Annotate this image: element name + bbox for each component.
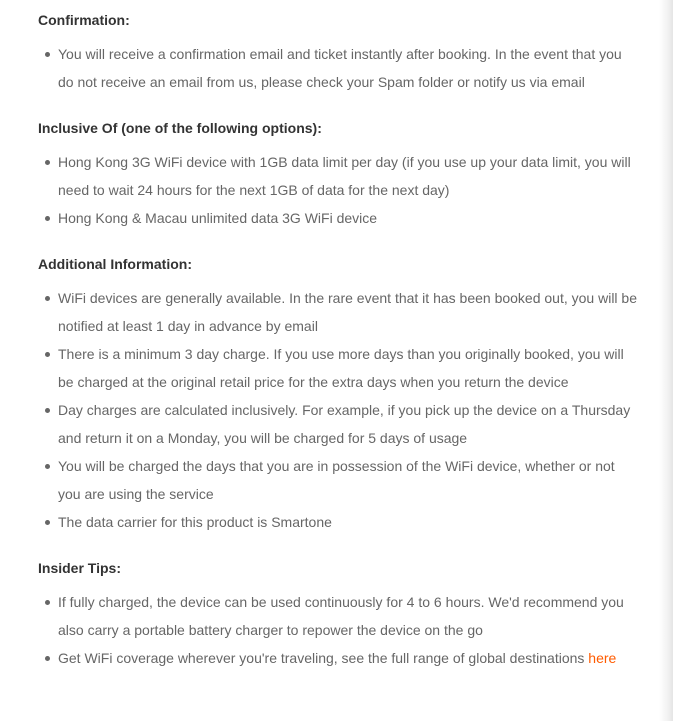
section-title: Additional Information:: [38, 256, 192, 272]
list-item: Hong Kong & Macau unlimited data 3G WiFi device: [38, 204, 638, 232]
bullet-list: [38, 148, 638, 232]
section-title: Confirmation:: [38, 12, 130, 28]
list-item: You will be charged the days that you are in possession of the WiFi device, whether or not you are using the service: [38, 452, 638, 508]
section-title: Insider Tips:: [38, 560, 121, 576]
section-insider-tips: [38, 558, 638, 672]
product-details-content: [38, 10, 638, 672]
list-item: Hong Kong 3G WiFi device with 1GB data limit per day (if you use up your data limit, you will need to wait 24 hours for the next 1GB of data for the next day): [38, 148, 638, 204]
bullet-list: [38, 284, 638, 536]
section-additional-information: [38, 254, 638, 536]
list-item: WiFi devices are generally available. In the rare event that it has been booked out, you will be notified at least 1 day in advance by email: [38, 284, 638, 340]
list-item: The data carrier for this product is Smartone: [38, 508, 638, 536]
list-item-text: Get WiFi coverage wherever you're traveling, see the full range of global destinations: [58, 650, 589, 666]
section-title: Inclusive Of (one of the following options):: [38, 120, 322, 136]
bullet-list: [38, 588, 638, 672]
list-item: If fully charged, the device can be used continuously for 4 to 6 hours. We'd recommend you also carry a portable battery charger to repower the device on the go: [38, 588, 638, 644]
destinations-link[interactable]: here: [588, 650, 617, 666]
section-confirmation: [38, 10, 638, 96]
list-item: [38, 644, 638, 672]
scroll-edge-shadow: [659, 0, 673, 721]
section-inclusive-of: [38, 118, 638, 232]
list-item: There is a minimum 3 day charge. If you use more days than you originally booked, you will be charged at the original retail price for the extra days when you return the device: [38, 340, 638, 396]
list-item: Day charges are calculated inclusively. For example, if you pick up the device on a Thursday and return it on a Monday, you will be charged for 5 days of usage: [38, 396, 638, 452]
list-item: You will receive a confirmation email and ticket instantly after booking. In the event that you do not receive an email from us, please check your Spam folder or notify us via email: [38, 40, 638, 96]
bullet-list: [38, 40, 638, 96]
